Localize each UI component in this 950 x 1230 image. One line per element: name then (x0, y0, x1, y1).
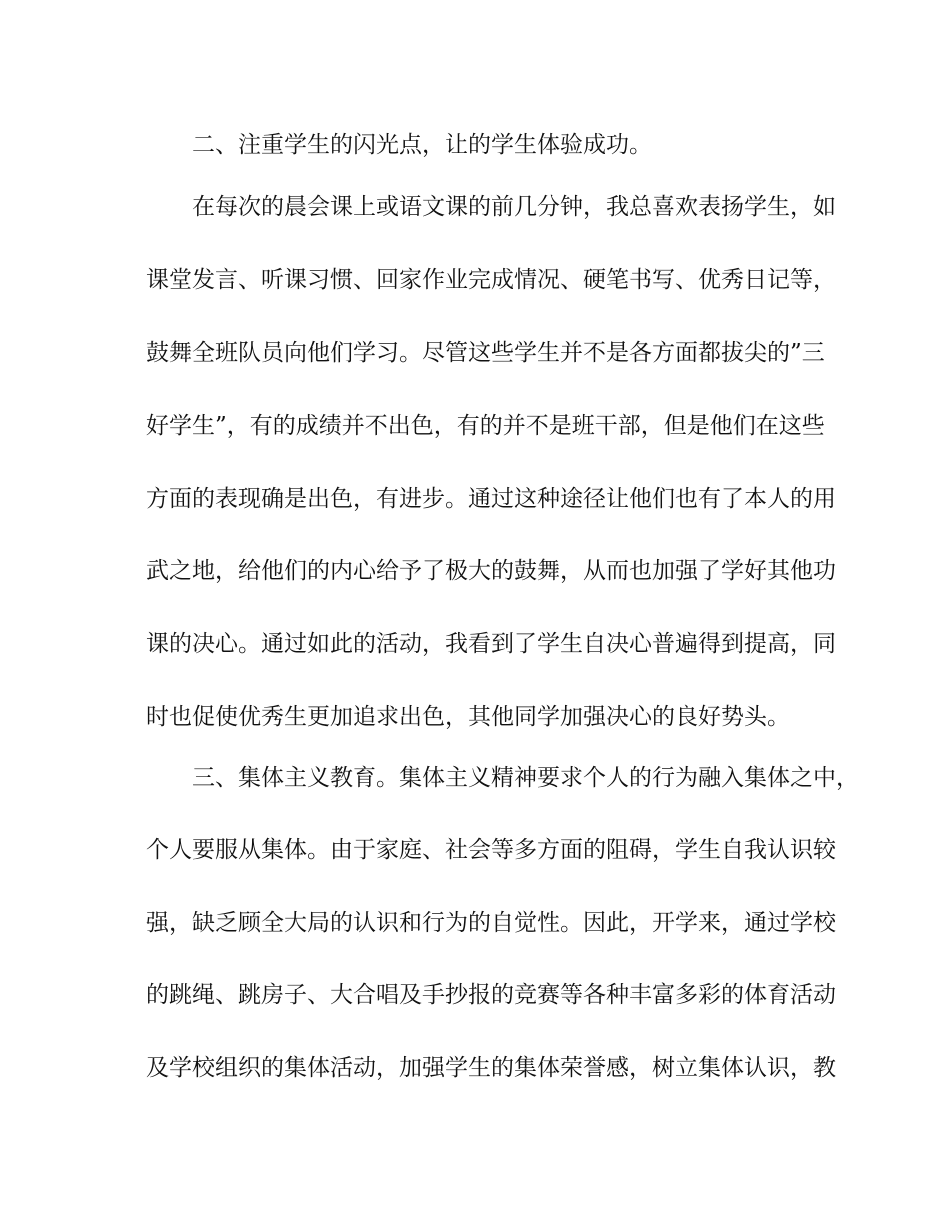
paragraph-line: 在每次的晨会课上或语文课的前几分钟，我总喜欢表扬学生，如 (192, 194, 836, 220)
paragraph-line: 个人要服从集体。由于家庭、社会等多方面的阻碍，学生自我认识较 (146, 837, 836, 863)
paragraph-line: 强，缺乏顾全大局的认识和行为的自觉性。因此，开学来，通过学校 (146, 910, 836, 936)
paragraph-line: 课堂发言、听课习惯、回家作业完成情况、硬笔书写、优秀日记等， (146, 267, 836, 293)
paragraph-line: 及学校组织的集体活动，加强学生的集体荣誉感，树立集体认识，教 (146, 1055, 836, 1081)
paragraph-line: 方面的表现确是出色，有进步。通过这种途径让他们也有了本人的用 (146, 486, 836, 512)
heading-section-2: 二、注重学生的闪光点，让的学生体验成功。 (192, 132, 652, 158)
paragraph-line: 的跳绳、跳房子、大合唱及手抄报的竞赛等各种丰富多彩的体育活动 (146, 982, 836, 1008)
paragraph-line: 课的决心。通过如此的活动，我看到了学生自决心普遍得到提高，同 (146, 631, 836, 657)
paragraph-line: 武之地，给他们的内心给予了极大的鼓舞，从而也加强了学好其他功 (146, 558, 836, 584)
paragraph-line: 时也促使优秀生更加追求出色，其他同学加强决心的良好势头。 (146, 704, 790, 730)
heading-section-3: 三、集体主义教育。集体主义精神要求个人的行为融入集体之中， (192, 765, 859, 791)
paragraph-line: 好学生”，有的成绩并不出色，有的并不是班干部，但是他们在这些 (146, 413, 825, 439)
paragraph-line: 鼓舞全班队员向他们学习。尽管这些学生并不是各方面都拔尖的”三 (146, 340, 825, 366)
